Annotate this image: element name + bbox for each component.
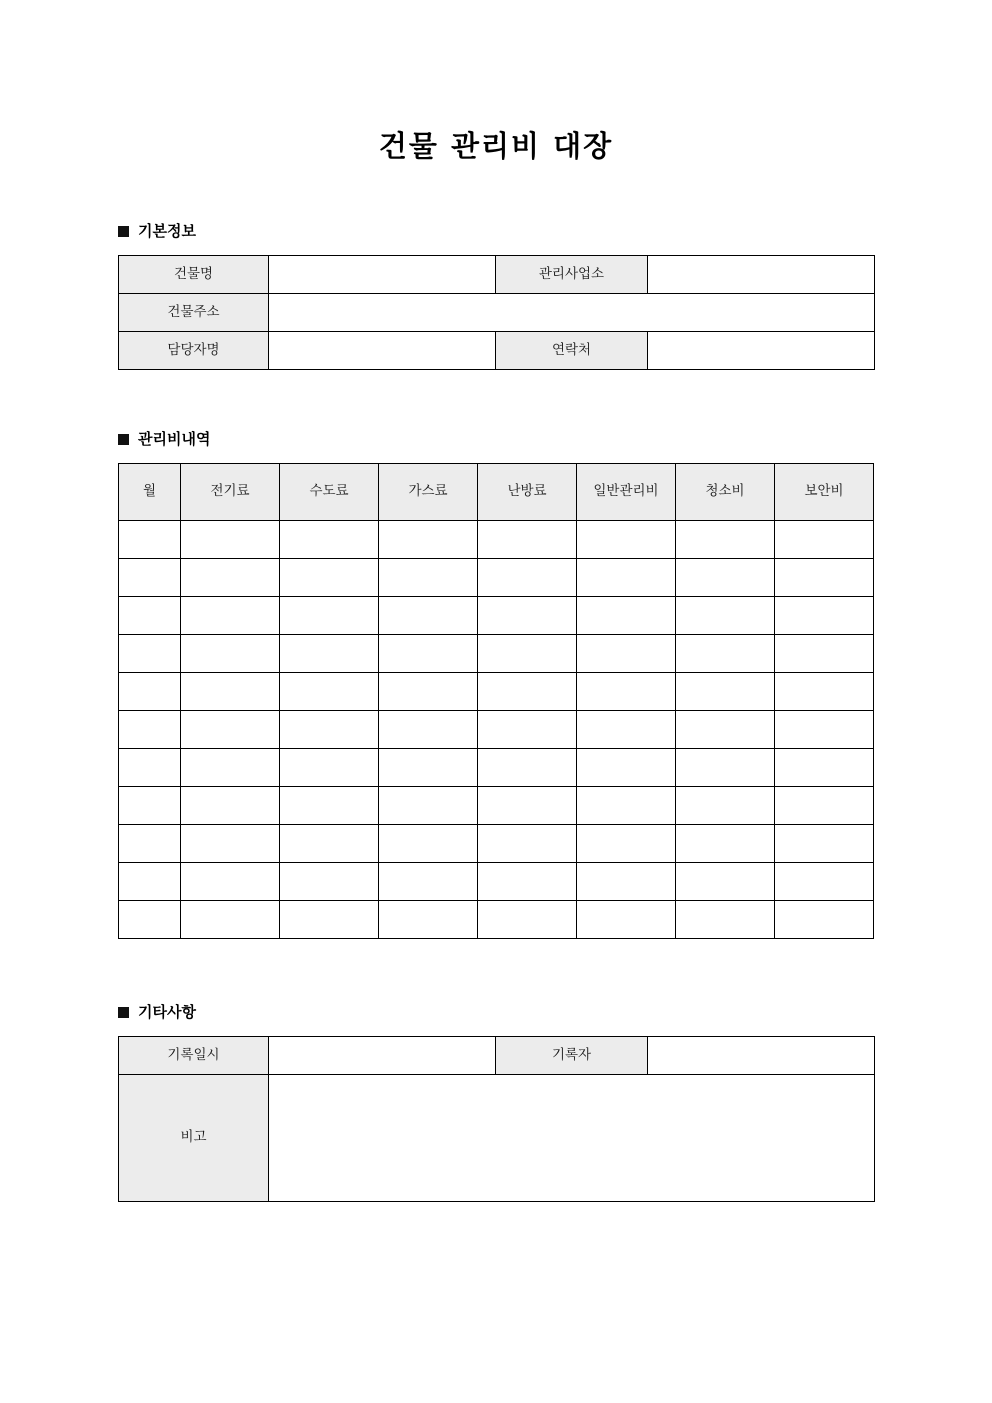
- cell-water[interactable]: [280, 749, 379, 787]
- cell-heating[interactable]: [478, 559, 577, 597]
- field-label-management-office: 관리사업소: [496, 256, 648, 294]
- cell-general-mgmt[interactable]: [577, 901, 676, 939]
- basic-info-table: [118, 255, 875, 370]
- field-value-contact-person[interactable]: [269, 332, 496, 370]
- cell-gas[interactable]: [379, 901, 478, 939]
- cell-water[interactable]: [280, 559, 379, 597]
- cell-cleaning[interactable]: [676, 901, 775, 939]
- cell-heating[interactable]: [478, 901, 577, 939]
- section-heading-other-matters: [118, 1005, 874, 1020]
- column-header-security: 보안비: [775, 464, 874, 521]
- cell-security[interactable]: [775, 521, 874, 559]
- cell-month[interactable]: [119, 521, 181, 559]
- cell-gas[interactable]: [379, 749, 478, 787]
- cell-gas[interactable]: [379, 825, 478, 863]
- cell-water[interactable]: [280, 673, 379, 711]
- cell-gas[interactable]: [379, 635, 478, 673]
- cell-water[interactable]: [280, 787, 379, 825]
- section-heading-label: 관리비내역: [138, 430, 211, 449]
- cell-general-mgmt[interactable]: [577, 787, 676, 825]
- other-matters-table: [118, 1036, 875, 1202]
- field-label-building-address: 건물주소: [119, 294, 269, 332]
- cell-general-mgmt[interactable]: [577, 597, 676, 635]
- cell-security[interactable]: [775, 825, 874, 863]
- cell-electricity[interactable]: [181, 559, 280, 597]
- cell-cleaning[interactable]: [676, 711, 775, 749]
- cell-gas[interactable]: [379, 787, 478, 825]
- cell-heating[interactable]: [478, 825, 577, 863]
- cell-electricity[interactable]: [181, 787, 280, 825]
- field-label-remarks: 비고: [119, 1075, 269, 1202]
- cell-heating[interactable]: [478, 521, 577, 559]
- section-heading-fee-detail: [118, 432, 874, 447]
- cell-heating[interactable]: [478, 863, 577, 901]
- field-label-recorder: 기록자: [496, 1037, 648, 1075]
- table-row: [119, 521, 874, 559]
- cell-security[interactable]: [775, 863, 874, 901]
- cell-general-mgmt[interactable]: [577, 711, 676, 749]
- cell-cleaning[interactable]: [676, 521, 775, 559]
- cell-electricity[interactable]: [181, 521, 280, 559]
- table-row: [119, 825, 874, 863]
- cell-month[interactable]: [119, 749, 181, 787]
- cell-gas[interactable]: [379, 863, 478, 901]
- table-row: [119, 635, 874, 673]
- field-value-management-office[interactable]: [648, 256, 875, 294]
- table-row: [119, 711, 874, 749]
- cell-security[interactable]: [775, 673, 874, 711]
- column-header-cleaning: 청소비: [676, 464, 775, 521]
- filled-square-bullet-icon: [118, 1007, 129, 1018]
- cell-security[interactable]: [775, 597, 874, 635]
- cell-heating[interactable]: [478, 673, 577, 711]
- cell-cleaning[interactable]: [676, 559, 775, 597]
- cell-cleaning[interactable]: [676, 825, 775, 863]
- cell-cleaning[interactable]: [676, 749, 775, 787]
- cell-water[interactable]: [280, 901, 379, 939]
- table-row: [119, 559, 874, 597]
- cell-water[interactable]: [280, 521, 379, 559]
- page-title: 건물 관리비 대장: [378, 129, 614, 163]
- cell-general-mgmt[interactable]: [577, 559, 676, 597]
- cell-month[interactable]: [119, 635, 181, 673]
- cell-electricity[interactable]: [181, 673, 280, 711]
- cell-month[interactable]: [119, 559, 181, 597]
- field-value-remarks[interactable]: [269, 1075, 875, 1202]
- cell-gas[interactable]: [379, 521, 478, 559]
- column-header-gas: 가스료: [379, 464, 478, 521]
- cell-heating[interactable]: [478, 749, 577, 787]
- table-row: [119, 256, 875, 294]
- cell-heating[interactable]: [478, 635, 577, 673]
- cell-electricity[interactable]: [181, 825, 280, 863]
- field-value-record-datetime[interactable]: [269, 1037, 496, 1075]
- fee-detail-body: [119, 521, 874, 939]
- column-header-month: 월: [119, 464, 181, 521]
- cell-month[interactable]: [119, 863, 181, 901]
- section-heading-label: 기타사항: [138, 1003, 196, 1022]
- cell-security[interactable]: [775, 711, 874, 749]
- field-value-building-address[interactable]: [269, 294, 875, 332]
- table-row: [119, 787, 874, 825]
- cell-security[interactable]: [775, 901, 874, 939]
- cell-security[interactable]: [775, 749, 874, 787]
- table-row: [119, 1037, 875, 1075]
- fee-detail-table: [118, 463, 874, 939]
- column-header-electricity: 전기료: [181, 464, 280, 521]
- cell-electricity[interactable]: [181, 749, 280, 787]
- table-row: [119, 749, 874, 787]
- cell-security[interactable]: [775, 635, 874, 673]
- cell-electricity[interactable]: [181, 901, 280, 939]
- cell-water[interactable]: [280, 597, 379, 635]
- cell-cleaning[interactable]: [676, 863, 775, 901]
- field-value-phone[interactable]: [648, 332, 875, 370]
- cell-general-mgmt[interactable]: [577, 521, 676, 559]
- cell-general-mgmt[interactable]: [577, 673, 676, 711]
- column-header-heating: 난방료: [478, 464, 577, 521]
- cell-cleaning[interactable]: [676, 597, 775, 635]
- cell-general-mgmt[interactable]: [577, 825, 676, 863]
- field-value-recorder[interactable]: [648, 1037, 875, 1075]
- cell-month[interactable]: [119, 711, 181, 749]
- cell-month[interactable]: [119, 901, 181, 939]
- column-header-general-mgmt: 일반관리비: [577, 464, 676, 521]
- column-header-water: 수도료: [280, 464, 379, 521]
- table-row: [119, 673, 874, 711]
- field-value-building-name[interactable]: [269, 256, 496, 294]
- cell-cleaning[interactable]: [676, 787, 775, 825]
- cell-general-mgmt[interactable]: [577, 749, 676, 787]
- table-row: [119, 901, 874, 939]
- cell-water[interactable]: [280, 825, 379, 863]
- section-heading-label: 기본정보: [138, 222, 196, 241]
- cell-cleaning[interactable]: [676, 673, 775, 711]
- cell-heating[interactable]: [478, 711, 577, 749]
- table-header-row: [119, 464, 874, 521]
- filled-square-bullet-icon: [118, 434, 129, 445]
- document-body: [118, 224, 874, 1202]
- cell-gas[interactable]: [379, 711, 478, 749]
- cell-gas[interactable]: [379, 559, 478, 597]
- section-other-matters: [118, 1005, 874, 1202]
- cell-gas[interactable]: [379, 673, 478, 711]
- section-fee-detail: [118, 432, 874, 939]
- cell-electricity[interactable]: [181, 863, 280, 901]
- section-heading-basic-info: [118, 224, 874, 239]
- cell-electricity[interactable]: [181, 597, 280, 635]
- cell-water[interactable]: [280, 863, 379, 901]
- cell-electricity[interactable]: [181, 635, 280, 673]
- cell-heating[interactable]: [478, 787, 577, 825]
- cell-month[interactable]: [119, 787, 181, 825]
- cell-security[interactable]: [775, 559, 874, 597]
- cell-gas[interactable]: [379, 597, 478, 635]
- cell-cleaning[interactable]: [676, 635, 775, 673]
- field-label-phone: 연락처: [496, 332, 648, 370]
- cell-month[interactable]: [119, 673, 181, 711]
- section-basic-info: [118, 224, 874, 370]
- cell-month[interactable]: [119, 597, 181, 635]
- cell-water[interactable]: [280, 635, 379, 673]
- table-row: [119, 863, 874, 901]
- table-row: [119, 597, 874, 635]
- field-label-contact-person: 담당자명: [119, 332, 269, 370]
- cell-heating[interactable]: [478, 597, 577, 635]
- table-row: [119, 294, 875, 332]
- cell-water[interactable]: [280, 711, 379, 749]
- cell-electricity[interactable]: [181, 711, 280, 749]
- cell-general-mgmt[interactable]: [577, 635, 676, 673]
- field-label-record-datetime: 기록일시: [119, 1037, 269, 1075]
- cell-month[interactable]: [119, 825, 181, 863]
- field-label-building-name: 건물명: [119, 256, 269, 294]
- cell-general-mgmt[interactable]: [577, 863, 676, 901]
- table-row: [119, 332, 875, 370]
- filled-square-bullet-icon: [118, 226, 129, 237]
- table-row: [119, 1075, 875, 1202]
- cell-security[interactable]: [775, 787, 874, 825]
